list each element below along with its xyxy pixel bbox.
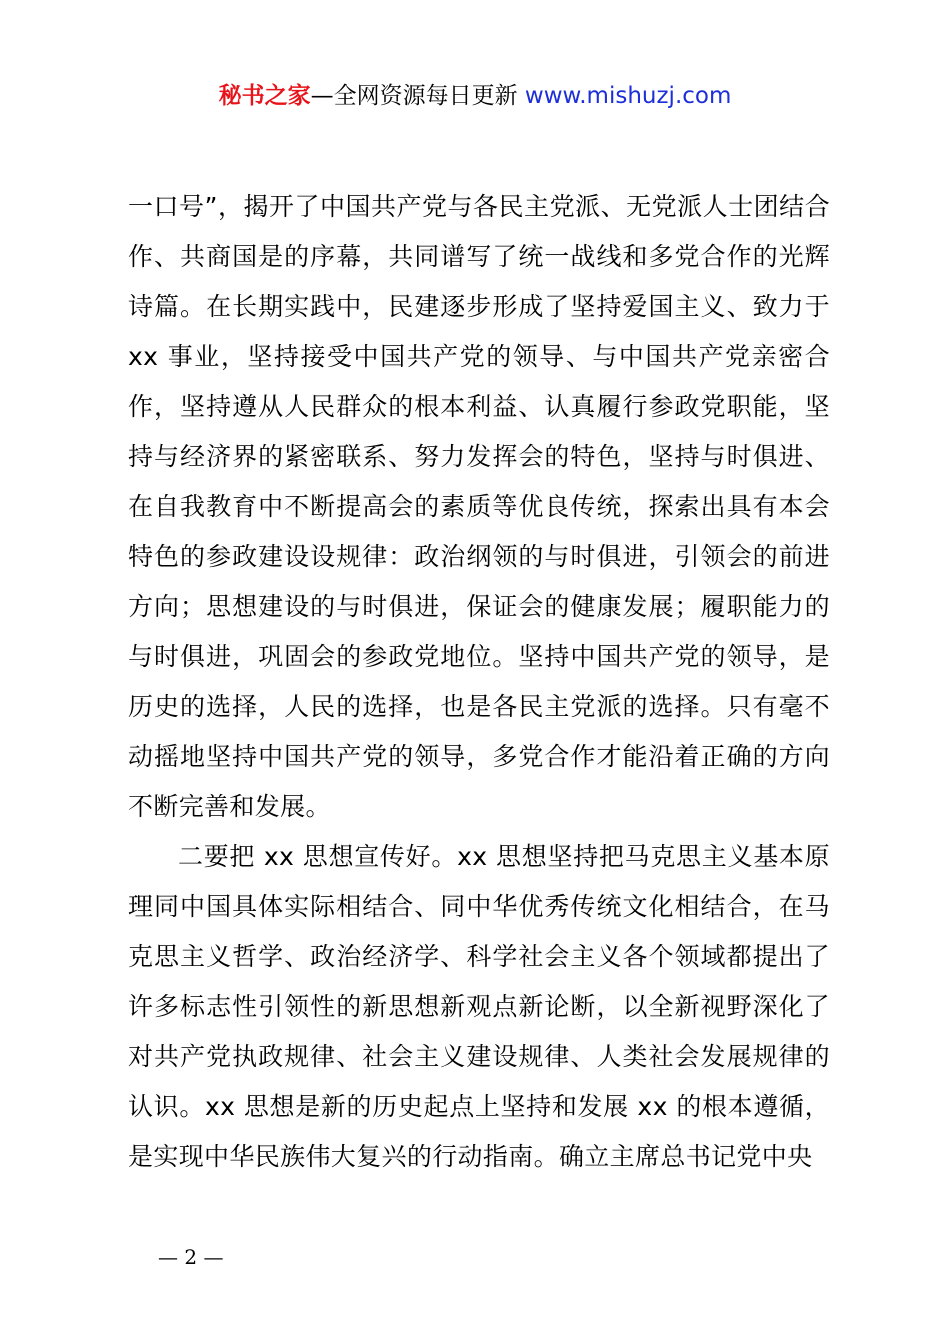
document-body [128, 182, 830, 1182]
brand-name: 秘书之家 [218, 83, 311, 109]
site-url-link[interactable]: www.mishuzj.com [524, 83, 732, 109]
header-tagline: —全网资源每日更新 [310, 83, 518, 109]
paragraph-second-point: 二要把 xx 思想宣传好。xx 思想坚持把马克思主义基本原理同中国具体实际相结合、同中华优秀传统文化相结合，在马克思主义哲学、政治经济学、科学社会主义各个领域都提出了许多标志性引领性的新思想新观点新论断，以全新视野深化了对共产党执政规律、社会主义建设规律、人类社会发展规律的认识。xx 思想是新的历史起点上坚持和发展 xx 的根本遵循，是实现中华民族伟大复兴的行动指南。确立主席总书记党中央 [128, 842, 830, 1171]
page-number: — 2 — [158, 1245, 224, 1269]
site-header [0, 80, 950, 112]
paragraph-continued: 一口号”，揭开了中国共产党与各民主党派、无党派人士团结合作、共商国是的序幕，共同谱写了统一战线和多党合作的光辉诗篇。在长期实践中，民建逐步形成了坚持爱国主义、致力于 xx 事业，坚持接受中国共产党的领导、与中国共产党亲密合作，坚持遵从人民群众的根本利益、认真履行参政党职能，坚持与经济界的紧密联系、努力发挥会的特色，坚持与时俱进、在自我教育中不断提高会的素质等优良传统，探索出具有本会特色的参政建设设规律：政治纲领的与时俱进，引领会的前进方向；思想建设的与时俱进，保证会的健康发展；履职能力的与时俱进，巩固会的参政党地位。坚持中国共产党的领导，是历史的选择，人民的选择，也是各民主党派的选择。只有毫不动摇地坚持中国共产党的领导，多党合作才能沿着正确的方向不断完善和发展。 [128, 192, 830, 821]
